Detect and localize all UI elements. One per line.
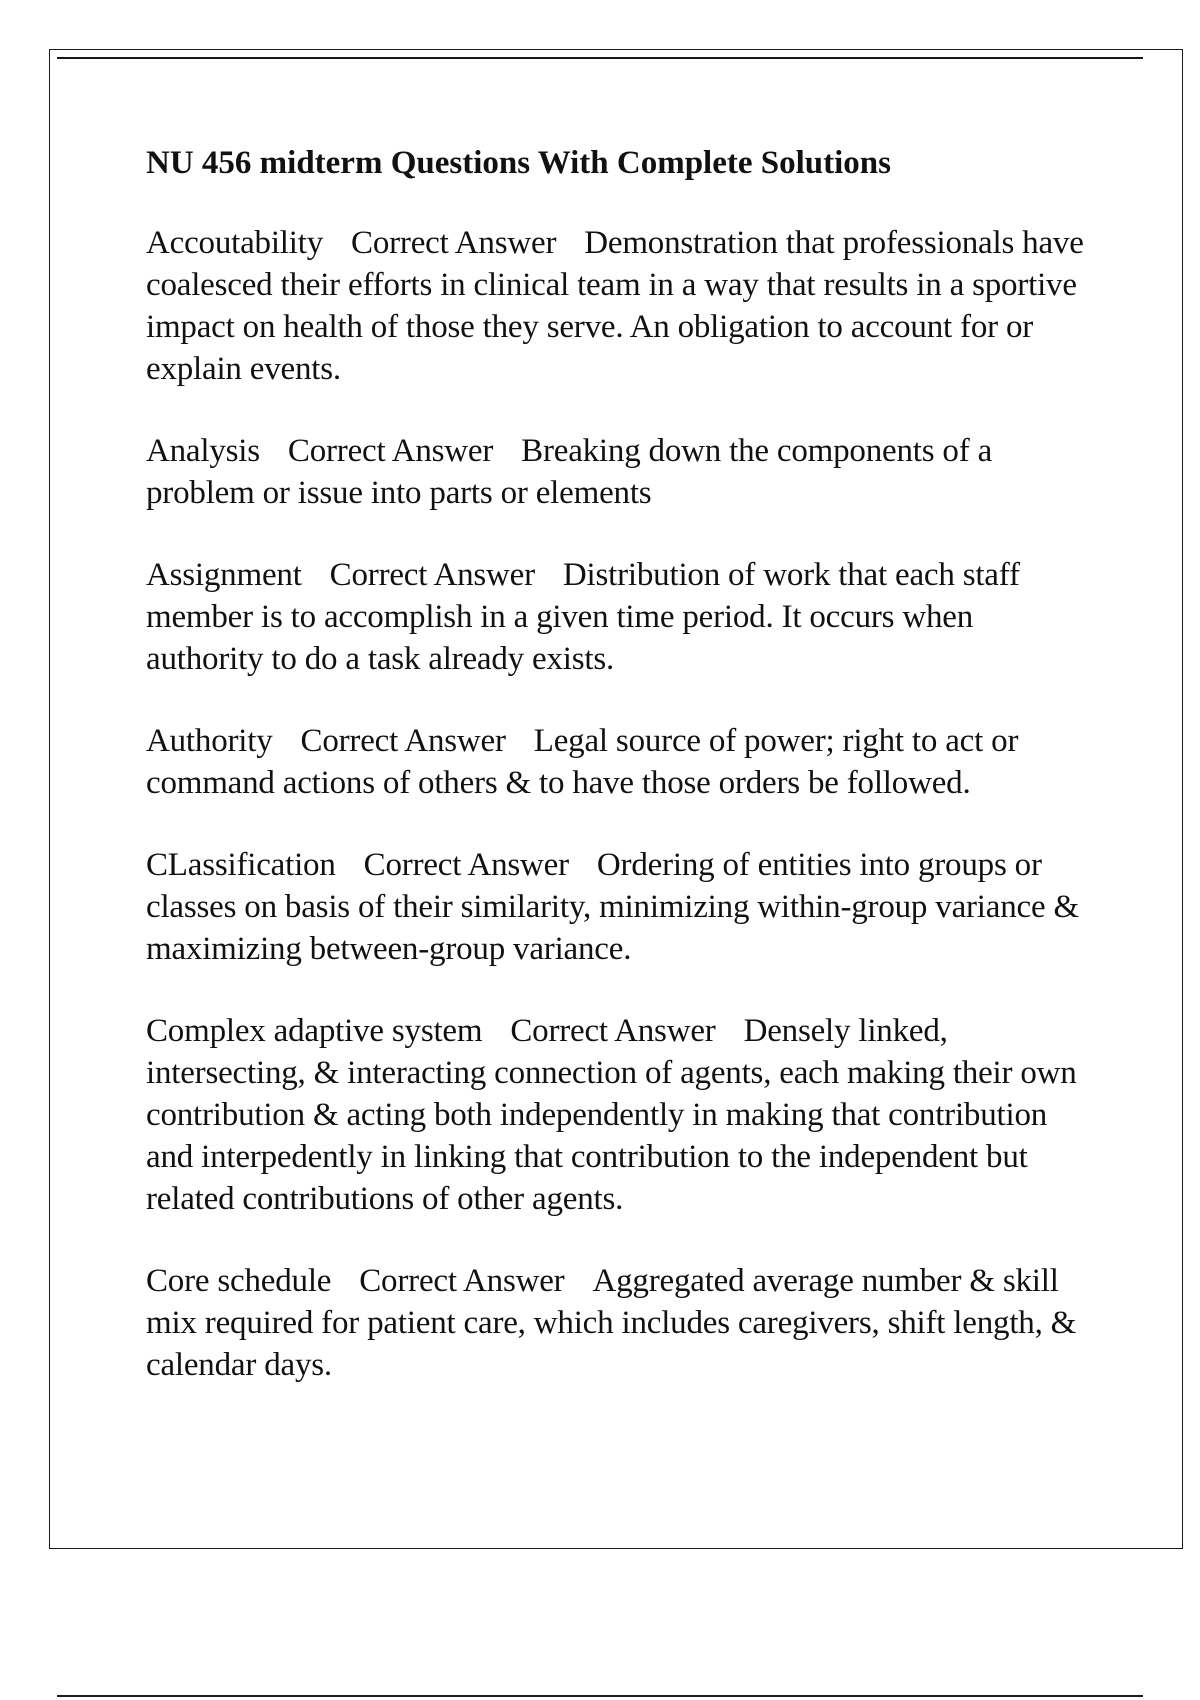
- answer-label: Correct Answer: [510, 1013, 716, 1049]
- entry-authority: [146, 720, 1086, 804]
- footer-rule: [57, 1695, 1143, 1697]
- entry-term: Core schedule: [146, 1263, 332, 1299]
- entry-term: Accoutability: [146, 225, 324, 261]
- document-body: [146, 142, 1086, 1426]
- entry-definition: Densely linked, intersecting, & interacting connection of agents, each making their own contribution & acting both independently in making that contribution and interpedently in linking that contribution to the independent but related contributions of other agents.: [146, 1013, 1077, 1217]
- answer-label: Correct Answer: [329, 557, 535, 593]
- answer-label: Correct Answer: [287, 433, 494, 469]
- entry-term: CLassification: [146, 847, 336, 883]
- entry-complex-adaptive-system: [146, 1010, 1086, 1220]
- entry-definition: Legal source of power; right to act or command actions of others & to have those orders be followed.: [146, 723, 1019, 801]
- entry-definition: Distribution of work that each staff member is to accomplish in a given time period. It occurs when authority to do a task already exists.: [146, 557, 1020, 677]
- answer-label: Correct Answer: [300, 723, 506, 759]
- entry-definition: Demonstration that professionals have coalesced their efforts in clinical team in a way that results in a sportive impact on health of those they serve. An obligation to account for or explain events.: [146, 225, 1084, 387]
- answer-label: Correct Answer: [351, 225, 557, 261]
- entry-definition: Ordering of entities into groups or classes on basis of their similarity, minimizing within-group variance & maximizing between-group variance.: [146, 847, 1079, 967]
- header-rule: [57, 57, 1143, 59]
- entry-core-schedule: [146, 1260, 1086, 1386]
- entry-term: Authority: [146, 723, 273, 759]
- answer-label: Correct Answer: [363, 847, 569, 883]
- entry-definition: Breaking down the components of a problem or issue into parts or elements: [146, 433, 993, 511]
- entry-analysis: [146, 430, 1086, 514]
- document-title: NU 456 midterm Questions With Complete Solutions: [146, 145, 891, 181]
- entry-accoutability: [146, 222, 1086, 390]
- entry-term: Analysis: [146, 433, 260, 469]
- entry-term: Complex adaptive system: [146, 1013, 483, 1049]
- entry-assignment: [146, 554, 1086, 680]
- entry-classification: [146, 844, 1086, 970]
- answer-label: Correct Answer: [359, 1263, 565, 1299]
- entry-definition: Aggregated average number & skill mix required for patient care, which includes caregivers, shift length, & calendar days.: [146, 1263, 1077, 1383]
- entry-term: Assignment: [146, 557, 302, 593]
